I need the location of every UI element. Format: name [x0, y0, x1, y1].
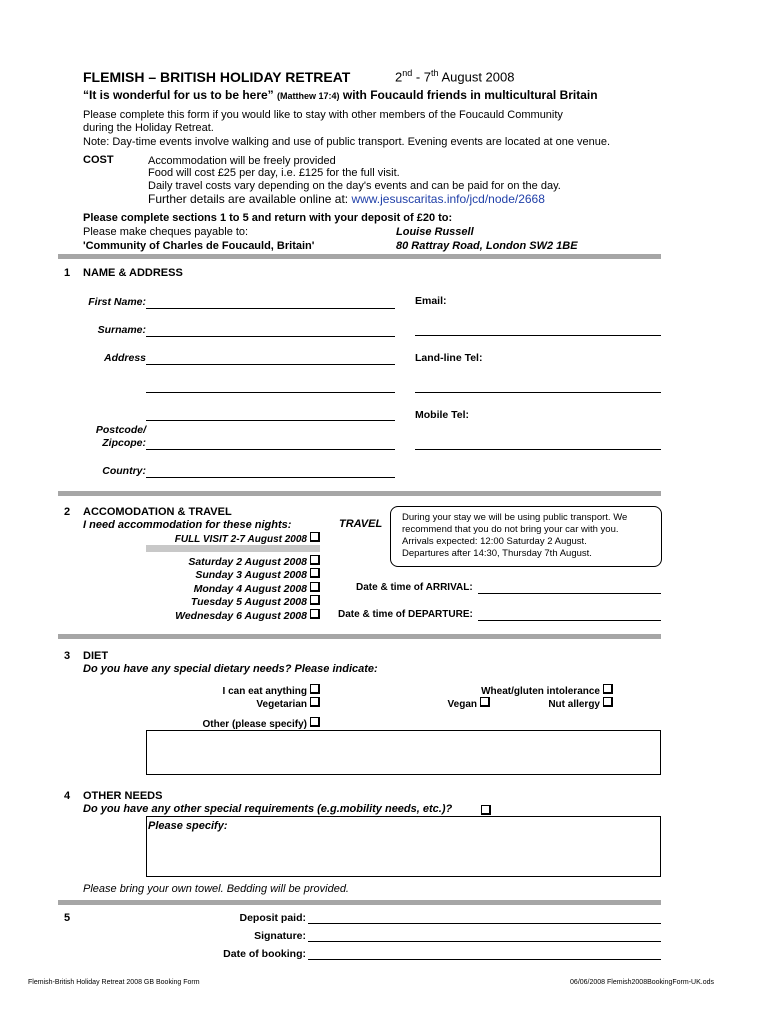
night-checkbox[interactable]: [310, 595, 320, 605]
section-3-number: 3: [64, 650, 71, 662]
please-specify-label: Please specify:: [148, 820, 228, 832]
separator-bar: [146, 545, 320, 552]
cheques-label: Please make cheques payable to:: [83, 226, 249, 238]
night-option[interactable]: Tuesday 5 August 2008: [120, 595, 320, 608]
diet-option-nut[interactable]: Nut allergy: [520, 697, 613, 710]
cost-label: COST: [83, 154, 114, 166]
night-checkbox[interactable]: [310, 568, 320, 578]
first-name-field[interactable]: [146, 308, 395, 309]
full-visit-checkbox[interactable]: [310, 532, 320, 542]
deposit-label: Deposit paid:: [239, 912, 306, 924]
postcode-label-1: Postcode/: [95, 424, 146, 436]
travel-note-line: During your stay we will be using public transport. We: [402, 512, 628, 523]
section-divider: [58, 634, 661, 639]
section-2-number: 2: [64, 506, 71, 518]
intro-line-3: Note: Day-time events involve walking and use of public transport. Evening events are located at one venue.: [83, 136, 611, 148]
section-divider: [58, 254, 661, 259]
section-4-heading: OTHER NEEDS: [83, 790, 163, 802]
section-1-number: 1: [64, 267, 71, 279]
diet-question: Do you have any special dietary needs? Please indicate:: [83, 663, 378, 675]
cost-line-1: Accommodation will be freely provided: [148, 155, 336, 167]
checkbox[interactable]: [310, 697, 320, 707]
travel-note-line: Departures after 14:30, Thursday 7th August.: [402, 548, 592, 559]
address-label: Address: [103, 352, 146, 364]
checkbox[interactable]: [603, 684, 613, 694]
return-address: 80 Rattray Road, London SW2 1BE: [396, 240, 578, 252]
surname-label: Surname:: [97, 324, 146, 336]
deposit-field[interactable]: [308, 923, 661, 924]
section-2-heading: ACCOMODATION & TRAVEL: [83, 506, 232, 518]
cheques-payee: 'Community of Charles de Foucauld, Britain': [83, 240, 315, 252]
diet-option-wheat[interactable]: Wheat/gluten intolerance: [440, 684, 613, 697]
page-title: FLEMISH – BRITISH HOLIDAY RETREAT: [83, 69, 351, 85]
checkbox[interactable]: [310, 717, 320, 727]
landline-field[interactable]: [415, 392, 661, 393]
return-instruction: Please complete sections 1 to 5 and return with your deposit of £20 to:: [83, 212, 453, 224]
cost-line-3: Daily travel costs vary depending on the day's events and can be paid for on the day.: [148, 180, 561, 192]
postcode-field[interactable]: [146, 449, 395, 450]
night-checkbox[interactable]: [310, 582, 320, 592]
signature-label: Signature:: [254, 930, 306, 942]
postcode-label-2: Zipcope:: [102, 437, 146, 449]
night-option[interactable]: Wednesday 6 August 2008: [120, 609, 320, 622]
booking-date-label: Date of booking:: [223, 948, 306, 960]
section-3-heading: DIET: [83, 650, 109, 662]
cost-details: Further details are available online at: www.jesuscaritas.info/jcd/node/2668: [148, 192, 545, 206]
diet-option-vegetarian[interactable]: Vegetarian: [150, 697, 320, 710]
travel-label: TRAVEL: [339, 518, 383, 530]
other-needs-question: Do you have any other special requirements (e.g.mobility needs, etc.)?: [83, 803, 453, 815]
intro-line-1: Please complete this form if you would like to stay with other members of the Foucauld Community: [83, 109, 563, 121]
footer-left: Flemish-British Holiday Retreat 2008 GB Booking Form: [28, 979, 200, 986]
details-link[interactable]: www.jesuscaritas.info/jcd/node/2668: [351, 192, 545, 206]
address-field-1[interactable]: [146, 364, 395, 365]
departure-field[interactable]: [478, 620, 661, 621]
arrival-field[interactable]: [478, 593, 661, 594]
signature-field[interactable]: [308, 941, 661, 942]
address-field-3[interactable]: [146, 420, 395, 421]
checkbox[interactable]: [310, 684, 320, 694]
email-field[interactable]: [415, 335, 661, 336]
section-1-heading: NAME & ADDRESS: [83, 267, 183, 279]
departure-label: Date & time of DEPARTURE:: [338, 609, 473, 620]
email-label: Email:: [415, 295, 447, 307]
diet-other-textarea[interactable]: [146, 730, 661, 775]
section-divider: [58, 900, 661, 905]
section-4-number: 4: [64, 790, 71, 802]
footer-right: 06/06/2008 Flemish2008BookingForm-UK.ods: [570, 979, 714, 986]
accommodation-question: I need accommodation for these nights:: [83, 519, 292, 531]
night-option[interactable]: Saturday 2 August 2008: [120, 555, 320, 568]
travel-note-line: recommend that you do not bring your car with you.: [402, 524, 619, 535]
surname-field[interactable]: [146, 336, 395, 337]
intro-line-2: during the Holiday Retreat.: [83, 122, 214, 134]
landline-label: Land-line Tel:: [415, 352, 483, 364]
country-field[interactable]: [146, 477, 395, 478]
arrival-label: Date & time of ARRIVAL:: [356, 582, 473, 593]
mobile-label: Mobile Tel:: [415, 409, 470, 421]
return-name: Louise Russell: [396, 226, 474, 238]
country-label: Country:: [102, 465, 146, 477]
night-checkbox[interactable]: [310, 609, 320, 619]
address-field-2[interactable]: [146, 392, 395, 393]
checkbox[interactable]: [603, 697, 613, 707]
night-option[interactable]: Monday 4 August 2008: [120, 582, 320, 595]
diet-option-vegan[interactable]: Vegan: [420, 697, 490, 710]
mobile-field[interactable]: [415, 449, 661, 450]
booking-date-field[interactable]: [308, 959, 661, 960]
night-checkbox[interactable]: [310, 555, 320, 565]
towel-note: Please bring your own towel. Bedding will be provided.: [83, 883, 349, 895]
night-option[interactable]: Sunday 3 August 2008: [120, 568, 320, 581]
subtitle-quote: “It is wonderful for us to be here” (Matthew 17:4) with Foucauld friends in multicultural Britain: [83, 88, 598, 102]
first-name-label: First Name:: [88, 296, 146, 308]
full-visit-option[interactable]: FULL VISIT 2-7 August 2008: [120, 532, 320, 545]
section-divider: [58, 491, 661, 496]
travel-note-line: Arrivals expected: 12:00 Saturday 2 August.: [402, 536, 587, 547]
checkbox[interactable]: [480, 697, 490, 707]
cost-line-2: Food will cost £25 per day, i.e. £125 for the full visit.: [148, 167, 400, 179]
section-5-number: 5: [64, 912, 71, 924]
diet-option-other[interactable]: Other (please specify): [150, 717, 320, 730]
retreat-dates: 2nd - 7th August 2008: [395, 68, 515, 85]
diet-option-anything[interactable]: I can eat anything: [150, 684, 320, 697]
other-needs-checkbox[interactable]: [481, 805, 491, 815]
